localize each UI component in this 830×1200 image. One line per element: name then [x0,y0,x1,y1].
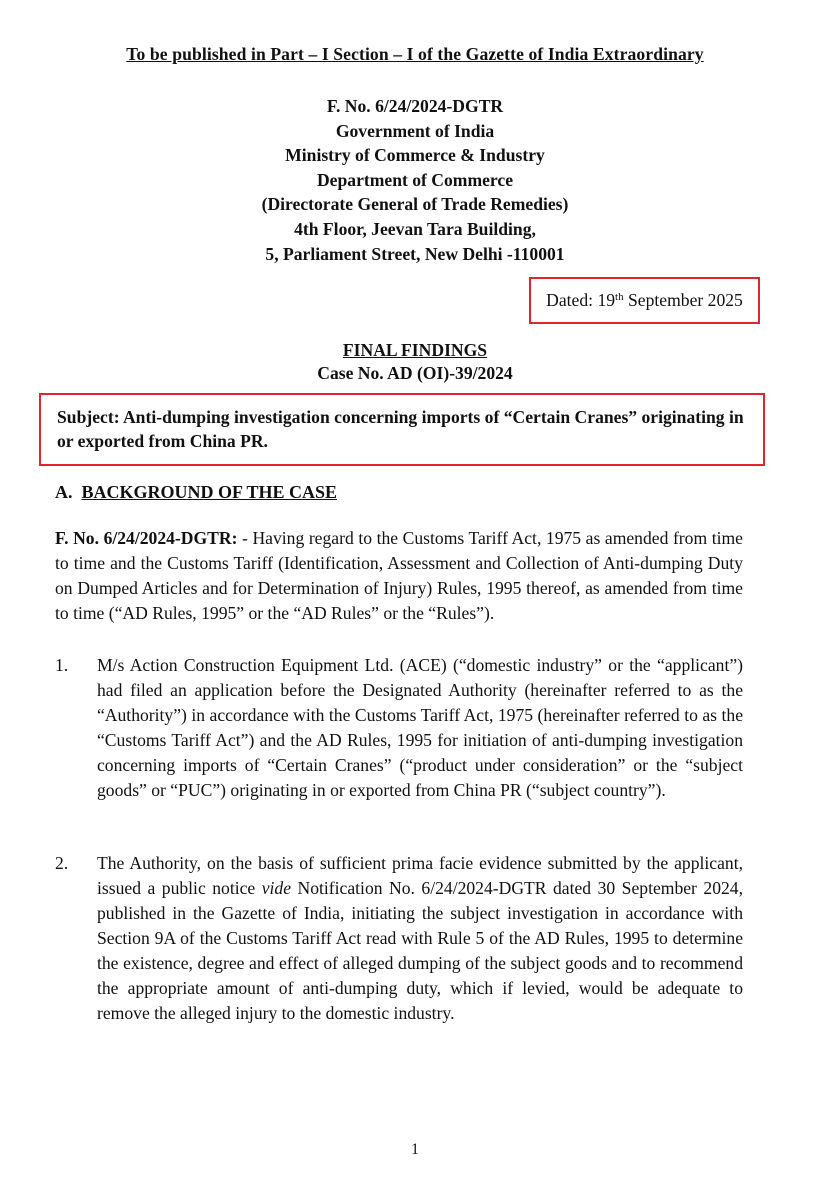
section-heading [55,482,337,503]
government-name: Government of India [335,120,495,141]
dated-text [546,290,743,311]
intro-text: - Having regard to the Customs Tariff Act, 1975 as amended from time to time and the Customs Tariff (Identification, Assessment and Collection of Anti-dumping Duty on Dumped Articles and for Determination of Injury) Rules, 1995 thereof, as amended from time to time (“AD Rules, 1995” or the “AD Rules” or the “Rules”). [55,528,743,623]
paragraph-text [97,851,743,1026]
directorate-name: (Directorate General of Trade Remedies) [261,194,569,215]
subject-text: Subject: Anti-dumping investigation concerning imports of “Certain Cranes” originating in or exported from China PR. [57,407,744,451]
numbered-paragraph [55,851,743,1026]
paragraph-italic-term: vide [261,878,292,898]
dated-prefix: Dated: 19 [546,290,616,310]
address-line: 5, Parliament Street, New Delhi -110001 [265,243,565,264]
department-name: Department of Commerce [316,169,514,190]
document-header [0,94,830,266]
final-findings-title: FINAL FINDINGS [342,340,488,360]
paragraph-number: 2. [55,853,69,873]
page-number: 1 [411,1141,419,1158]
intro-lead: F. No. 6/24/2024-DGTR: [55,528,238,548]
dated-ordinal-suffix: th [615,291,624,303]
building-line: 4th Floor, Jeevan Tara Building, [294,218,536,239]
gazette-publication-line: To be published in Part – I Section – I of the Gazette of India Extraordinary [126,44,704,64]
numbered-paragraph [55,653,743,803]
file-number: F. No. 6/24/2024-DGTR [326,96,504,116]
section-title: BACKGROUND OF THE CASE [81,482,338,502]
ministry-name: Ministry of Commerce & Industry [285,145,545,166]
dated-suffix: September 2025 [623,290,743,310]
paragraph-number: 1. [55,655,69,675]
section-letter: A. [55,482,73,502]
subject-highlight-box [39,393,765,466]
paragraph-text: M/s Action Construction Equipment Ltd. (ACE) (“domestic industry” or the “applicant”) had filed an application before the Designated Authority (hereinafter referred to as the “Authority”) in accordance with the Customs Tariff Act, 1975 (hereinafter referred to as the “Customs Tariff Act”) and the AD Rules, 1995 for initiation of anti-dumping investigation concerning imports of “Certain Cranes” (“product under consideration” or the “subject goods” or “PUC”) originating in or exported from China PR (“subject country”). [97,655,743,800]
paragraph-text-after: Notification No. 6/24/2024-DGTR dated 30 September 2024, published in the Gazette of India, initiating the subject investigation in accordance with Section 9A of the Customs Tariff Act read with Rule 5 of the AD Rules, 1995 to determine the existence, degree and effect of alleged dumping of the subject goods and to recommend the appropriate amount of anti-dumping duty, which if levied, would be adequate to remove the alleged injury to the domestic industry. [97,878,743,1023]
paragraph-text-before: The Authority, on the basis of sufficient prima facie evidence submitted by the applicant, issued a public notice [97,853,743,898]
case-number: Case No. AD (OI)-39/2024 [317,363,513,383]
dated-highlight-box [529,277,760,324]
intro-paragraph [55,526,743,626]
